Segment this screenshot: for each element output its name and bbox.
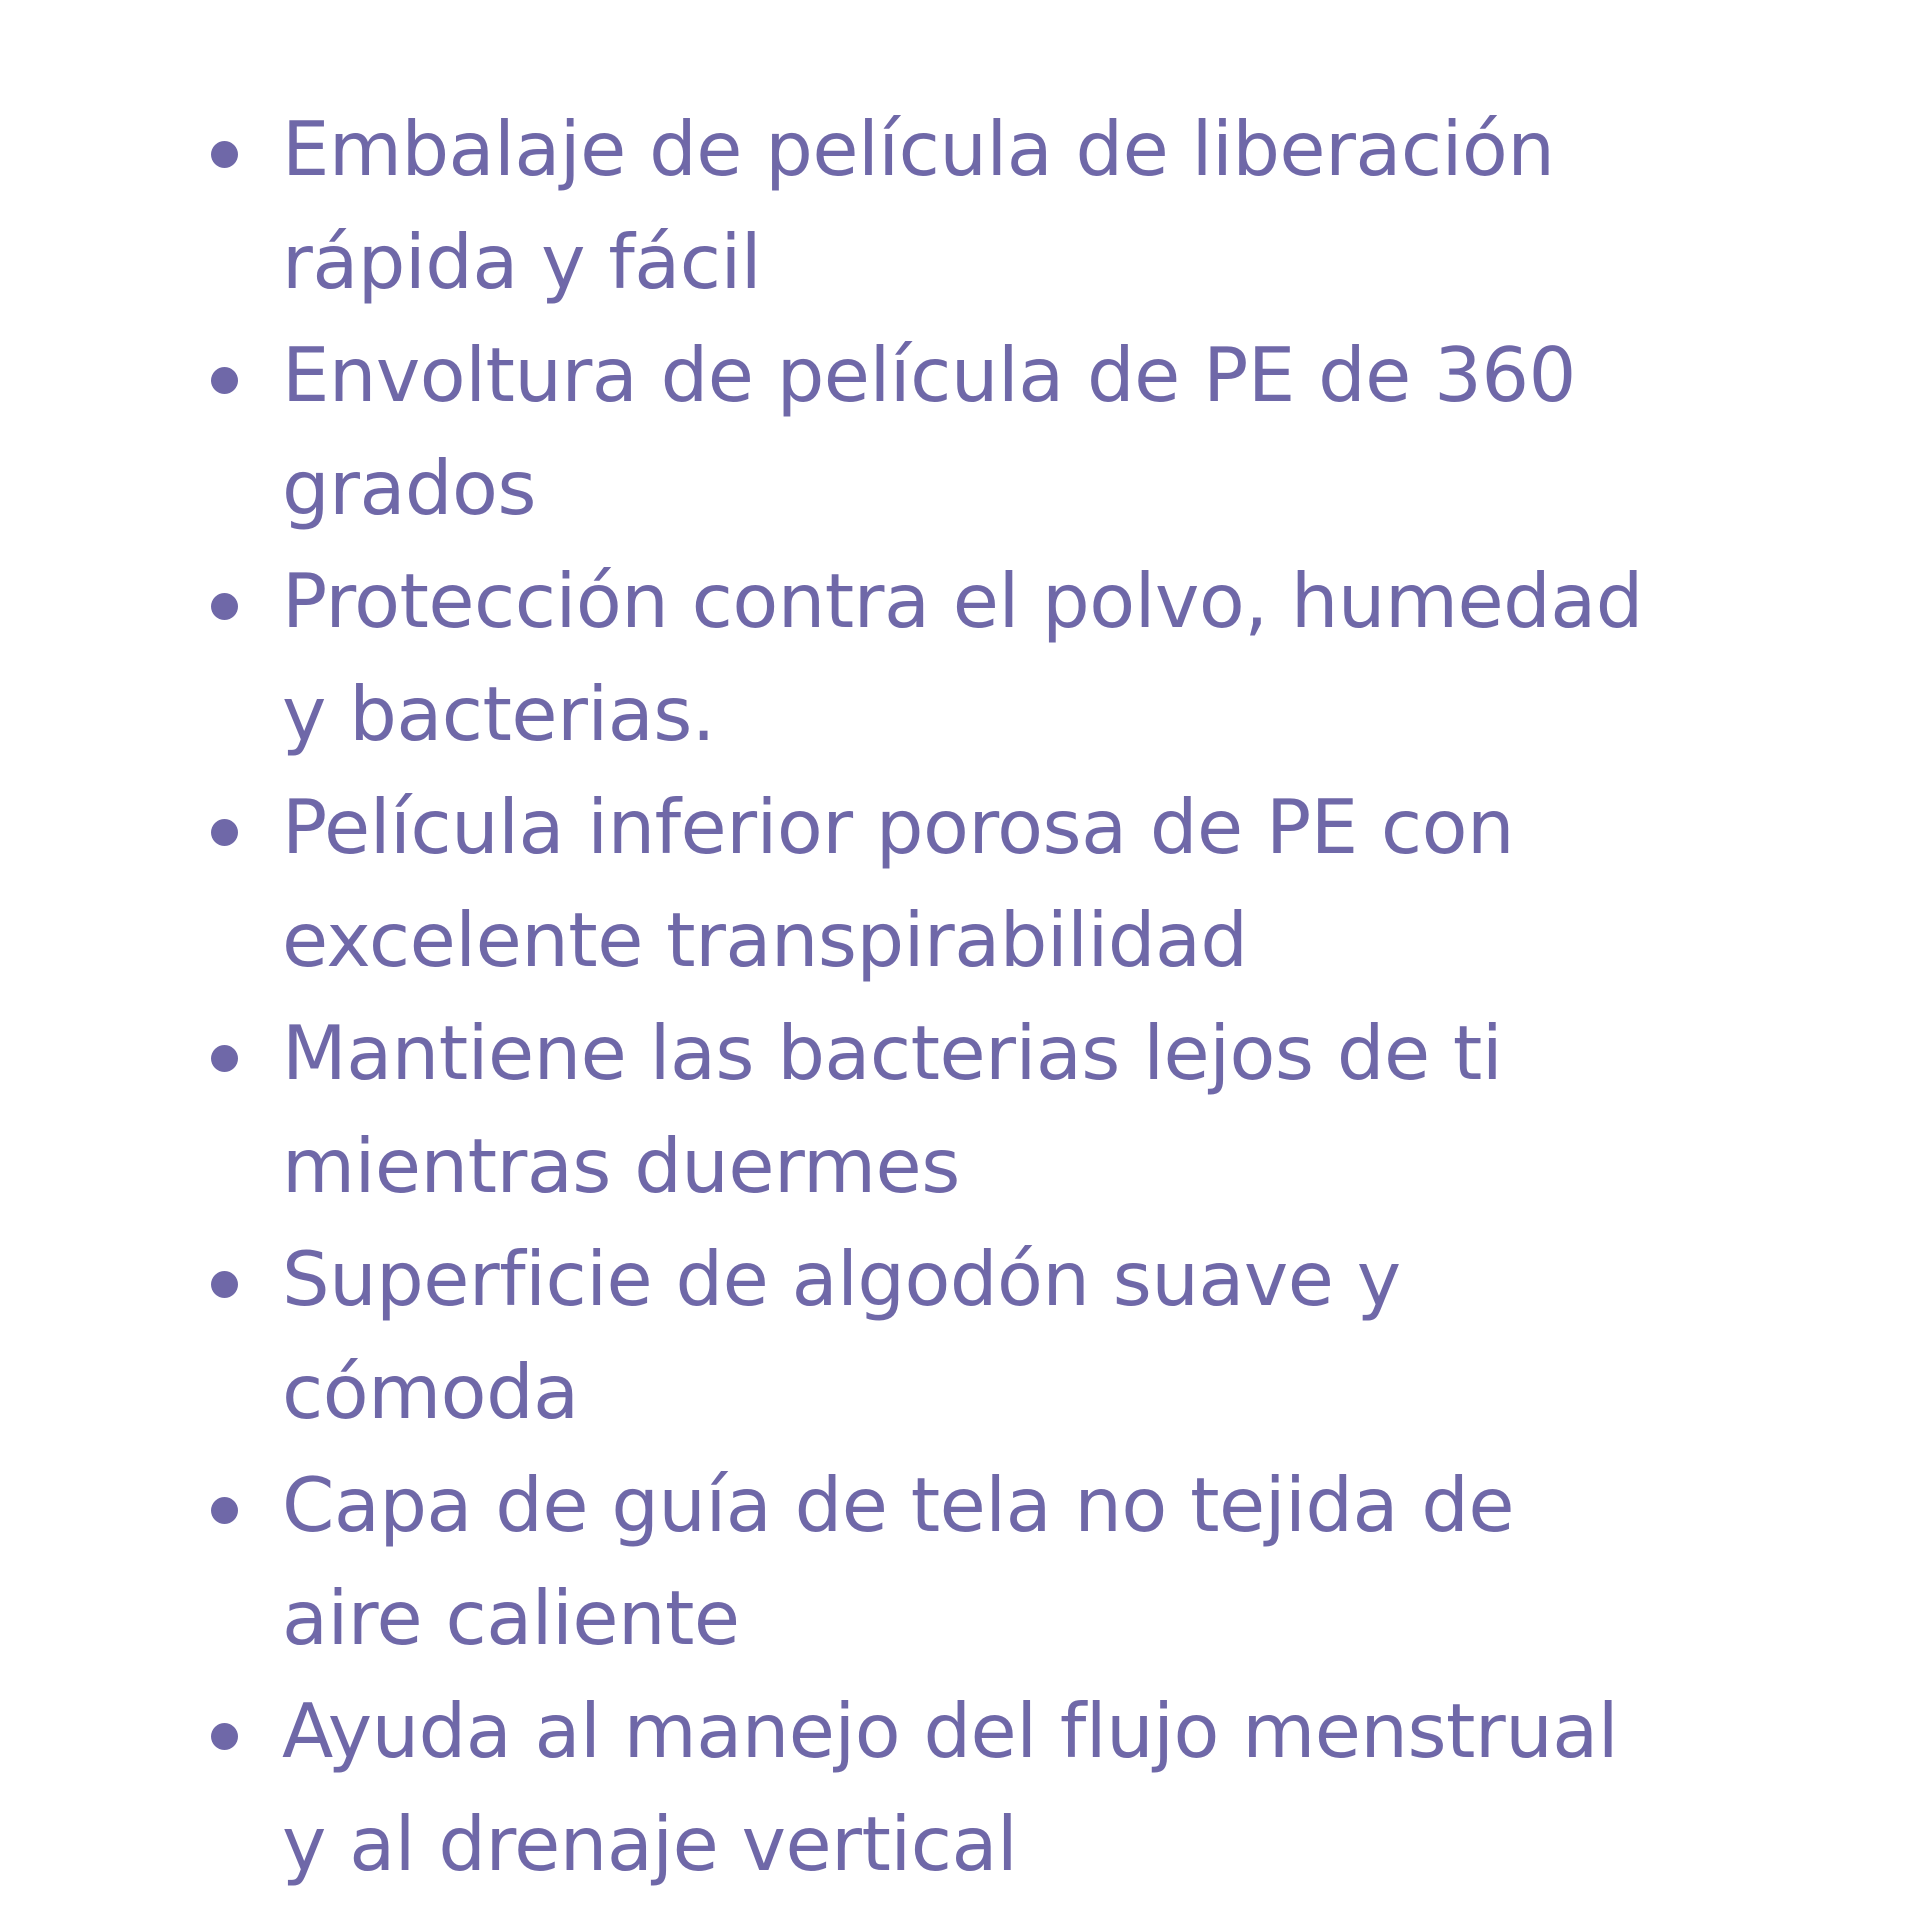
feature-item bbox=[200, 1223, 1820, 1449]
feature-item bbox=[200, 319, 1820, 545]
feature-line: Protección contra el polvo, humedad bbox=[282, 557, 1643, 645]
bullet-dot-icon bbox=[211, 367, 238, 394]
bullet-dot-icon bbox=[211, 1723, 238, 1750]
bullet-dot-icon bbox=[211, 141, 238, 168]
feature-item bbox=[200, 1449, 1820, 1675]
feature-item bbox=[200, 93, 1820, 319]
feature-line: cómoda bbox=[282, 1348, 579, 1436]
feature-item bbox=[200, 1675, 1820, 1901]
feature-item bbox=[200, 545, 1820, 771]
feature-line: Superficie de algodón suave y bbox=[282, 1235, 1401, 1323]
bullet-dot-icon bbox=[211, 593, 238, 620]
bullet-dot-icon bbox=[211, 1497, 238, 1524]
feature-line: grados bbox=[282, 444, 536, 532]
feature-line: Capa de guía de tela no tejida de bbox=[282, 1461, 1515, 1549]
feature-line: Envoltura de película de PE de 360 bbox=[282, 331, 1576, 419]
bullet-dot-icon bbox=[211, 1271, 238, 1298]
feature-item bbox=[200, 997, 1820, 1223]
bullet-dot-icon bbox=[211, 819, 238, 846]
feature-list bbox=[200, 93, 1820, 1901]
feature-line: y bacterias. bbox=[282, 670, 716, 758]
feature-line: Embalaje de película de liberación bbox=[282, 105, 1555, 193]
feature-line: Película inferior porosa de PE con bbox=[282, 783, 1515, 871]
feature-line: Mantiene las bacterias lejos de ti bbox=[282, 1009, 1503, 1097]
feature-line: excelente transpirabilidad bbox=[282, 896, 1248, 984]
feature-line: rápida y fácil bbox=[282, 218, 762, 306]
feature-item bbox=[200, 771, 1820, 997]
bullet-dot-icon bbox=[211, 1045, 238, 1072]
feature-line: aire caliente bbox=[282, 1574, 740, 1662]
feature-line: Ayuda al manejo del flujo menstrual bbox=[282, 1687, 1619, 1775]
feature-line: mientras duermes bbox=[282, 1122, 960, 1210]
feature-line: y al drenaje vertical bbox=[282, 1800, 1018, 1888]
